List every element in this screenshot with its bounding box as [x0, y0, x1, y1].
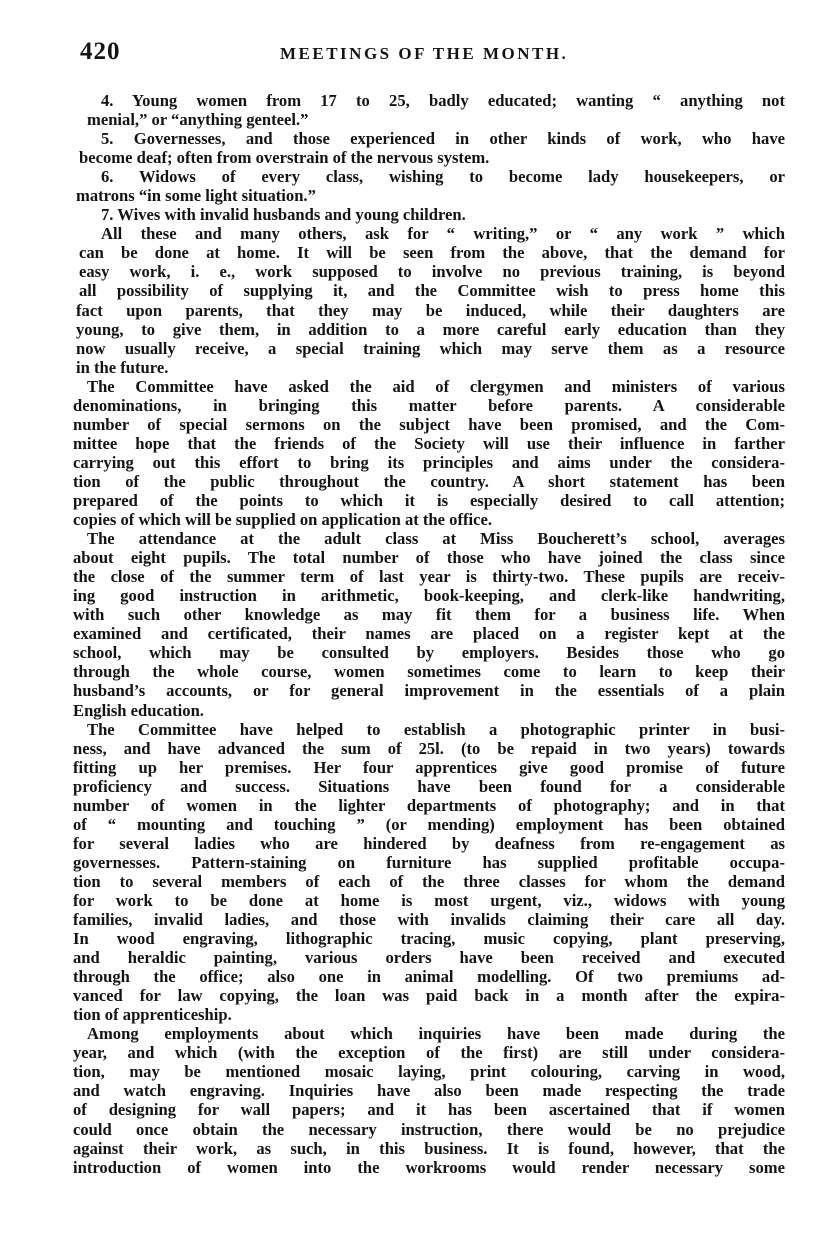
- text-line: school, which may be consulted by employers. Besides those who go: [73, 643, 785, 663]
- text-line: governesses. Pattern-staining on furniture has supplied profitable occupa-: [73, 852, 785, 872]
- text-line: now usually receive, a special training which may serve them as a resource: [76, 338, 785, 358]
- text-line: tion of the public throughout the country. A short statement has been: [73, 471, 785, 491]
- text-line: carrying out this effort to bring its principles and aims under the considera-: [73, 452, 785, 472]
- text-line: tion to several members of each of the three classes for whom the demand: [73, 871, 785, 891]
- text-line: year, and which (with the exception of the first) are still under considera-: [73, 1043, 785, 1063]
- text-line: All these and many others, ask for “ writing,” or “ any work ” which: [101, 224, 785, 244]
- text-line: copies of which will be supplied on application at the office.: [73, 510, 493, 530]
- text-line: in the future.: [76, 357, 169, 377]
- text-line: matrons “in some light situation.”: [76, 186, 316, 206]
- text-line: proficiency and success. Situations have been found for a considerable: [73, 776, 785, 796]
- text-line: vanced for law copying, the loan was paid back in a month after the expira-: [73, 986, 785, 1006]
- text-line: examined and certificated, their names are placed on a register kept at the: [73, 624, 785, 644]
- text-line: In wood engraving, lithographic tracing, music copying, plant preserving,: [73, 929, 785, 949]
- text-line: fact upon parents, that they may be induced, while their daughters are: [76, 300, 785, 320]
- text-line: introduction of women into the workrooms would render necessary some: [73, 1157, 785, 1177]
- text-line: menial,” or “anything genteel.”: [87, 110, 309, 130]
- text-line: ing good instruction in arithmetic, book-keeping, and clerk-like handwriting,: [73, 586, 785, 606]
- text-line: through the whole course, women sometimes come to learn to keep their: [73, 662, 785, 682]
- page-header: [80, 38, 780, 68]
- text-line: number of women in the lighter departments of photography; and in that: [73, 795, 785, 815]
- text-line: and watch engraving. Inquiries have also been made respecting the trade: [73, 1081, 785, 1101]
- text-line: denominations, in bringing this matter before parents. A considerable: [73, 395, 785, 415]
- text-line: husband’s accounts, or for general improvement in the essentials of a plain: [73, 681, 785, 701]
- text-line: 5. Governesses, and those experienced in other kinds of work, who have: [101, 129, 785, 149]
- text-line: number of special sermons on the subject have been promised, and the Com-: [73, 414, 785, 434]
- text-line: could once obtain the necessary instruction, there would be no prejudice: [73, 1119, 785, 1139]
- running-title: MEETINGS OF THE MONTH.: [280, 44, 569, 63]
- text-line: for several ladies who are hindered by deafness from re-engagement as: [73, 833, 785, 853]
- text-line: Among employments about which inquiries have been made during the: [87, 1024, 785, 1044]
- text-line: of designing for wall papers; and it has been ascertained that if women: [73, 1100, 785, 1120]
- text-line: with such other knowledge as may fit them for a business life. When: [73, 605, 785, 625]
- text-line: for work to be done at home is most urgent, viz., widows with young: [73, 890, 785, 910]
- text-line: ness, and have advanced the sum of 25l. (to be repaid in two years) towards: [73, 738, 785, 758]
- body-text: [73, 91, 785, 1177]
- text-line: tion of apprenticeship.: [73, 1005, 232, 1025]
- text-line: fitting up her premises. Her four apprentices give good promise of future: [73, 757, 785, 777]
- text-line: the close of the summer term of last year is thirty-two. These pupils are receiv-: [73, 567, 785, 587]
- text-line: all possibility of supplying it, and the Committee wish to press home this: [79, 281, 785, 301]
- text-line: English education.: [73, 700, 204, 720]
- text-line: families, invalid ladies, and those with invalids claiming their care all day.: [73, 910, 785, 930]
- page-number: 420: [80, 38, 121, 65]
- text-line: easy work, i. e., work supposed to involve no previous training, is beyond: [79, 262, 785, 282]
- text-line: and heraldic painting, various orders have been received and executed: [73, 948, 785, 968]
- text-line: mittee hope that the friends of the Society will use their influence in farther: [73, 433, 785, 453]
- text-line: 7. Wives with invalid husbands and young children.: [101, 205, 466, 225]
- text-line: about eight pupils. The total number of those who have joined the class since: [73, 548, 785, 568]
- text-line: The attendance at the adult class at Miss Boucherett’s school, averages: [87, 529, 785, 549]
- text-line: tion, may be mentioned mosaic laying, print colouring, carving in wood,: [73, 1062, 785, 1082]
- text-line: become deaf; often from overstrain of the nervous system.: [79, 148, 490, 168]
- text-line: The Committee have helped to establish a photographic printer in busi-: [87, 719, 785, 739]
- text-line: prepared of the points to which it is especially desired to call attention;: [73, 490, 785, 510]
- text-line: 6. Widows of every class, wishing to become lady housekeepers, or: [101, 167, 785, 187]
- text-line: The Committee have asked the aid of clergymen and ministers of various: [87, 376, 785, 396]
- text-line: through the office; also one in animal modelling. Of two premiums ad-: [73, 967, 785, 987]
- text-line: against their work, as such, in this business. It is found, however, that the: [73, 1138, 785, 1158]
- text-line: 4. Young women from 17 to 25, badly educated; wanting “ anything not: [101, 91, 785, 110]
- text-line: of “ mounting and touching ” (or mending) employment has been obtained: [73, 814, 785, 834]
- text-line: young, to give them, in addition to a more careful early education than they: [76, 319, 785, 339]
- text-line: can be done at home. It will be seen from the above, that the demand for: [79, 243, 785, 263]
